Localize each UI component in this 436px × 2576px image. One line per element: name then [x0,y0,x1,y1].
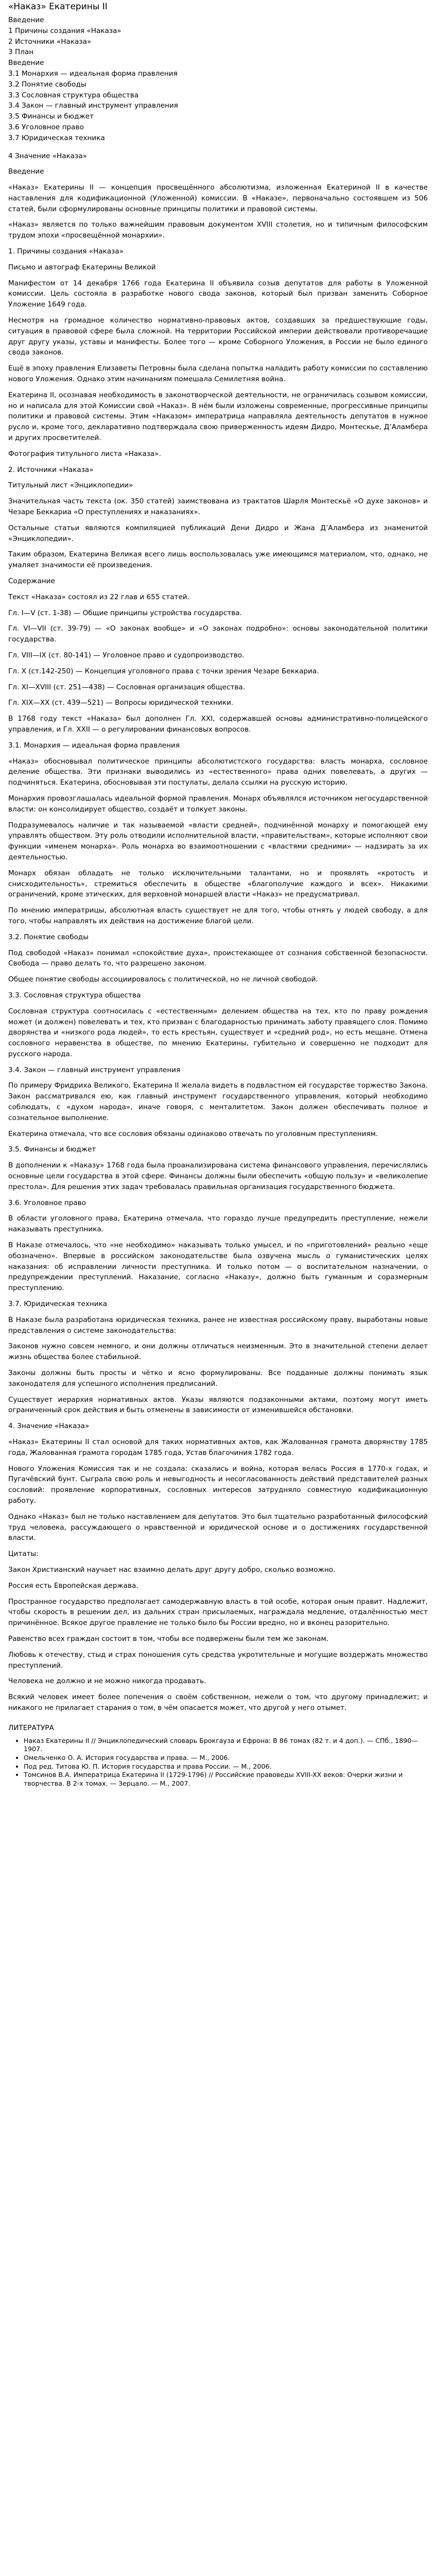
toc-item[interactable]: 3.7 Юридическая техника [8,133,105,142]
section-heading: Россия есть Европейская держава. [8,1581,138,1590]
paragraph: Пространное государство предполагает самодержавную власть в той особе, которая оным правит. Надлежит, чтобы скорость в решении дел, из дальних стран присылаемых, награждала медление, отдалённостью мест причинённое. Всякое другое правление не только было бы России вредно, но и вконец разорительно. [8,1597,428,1628]
paragraph: В Наказе отмечалось, что «не необходимо» наказывать только умысел, и по «приготовлений» реально «еще обозначено». Впервые в российском законодательстве была озвучена мысль о гуманистических целях наказания: об исправлении личности преступника. И только потом — о воспитательном назначении, о предупреждении преступлений. Наказание, согласно «Наказу», должно быть гуманным и соразмерным преступлению. [8,1241,428,1293]
section-heading: 3.4. Закон — главный инструмент управления [8,1065,181,1074]
document-page [8,0,428,1788]
toc-item[interactable]: 3.3 Сословная структура общества [8,91,139,99]
literature-item: • Томсинов В.А. Императрица Екатерина II (1729-1796) // Российские правоведы XVIII-XX веков: Очерки жизни и творчества. В 2-х томах. — Зерцало. — М., 2007. [24,1771,428,1788]
section-heading: 3.1. Монархия — идеальная форма правления [8,741,180,750]
paragraph: Ещё в эпоху правления Елизаветы Петровны была сделана попытка наладить работу комиссии по составлению нового Уложения. Однако этим начинаниям помешала Семилетняя война. [8,364,428,384]
toc-item[interactable]: 3.5 Финансы и бюджет [8,112,94,121]
paragraph: Равенство всех граждан состоит в том, чтобы все подвержены были тем же законам. [8,1634,329,1643]
paragraph: Екатерина II, осознавая необходимость в законотворческой деятельности, не ограничилась созывом комиссии, но и написала для этой Комиссии свой «Наказ». В нём были изложены современные, прогрессивные принципы политики и правовой системы. Этим «Наказом» императрица направляла деятельность депутатов в нужное русло и, кроме того, декларативно подтверждала свою приверженность идеям Дидро, Монтескье, Д’Аламбера и других просветителей. [8,391,428,443]
paragraph: По мнению императрицы, абсолютная власть существует не для того, чтобы отнять у людей свободу, а для того, чтобы направлять их действия на достижение благой цели. [8,906,428,925]
section-heading: Титульный лист «Энциклопедии» [8,481,133,490]
toc-item[interactable]: 3.6 Уголовное право [8,123,84,131]
toc-item[interactable]: 3.2 Понятие свободы [8,80,86,89]
section-heading: Фотография титульного листа «Наказа». [8,449,161,458]
section-heading: Текст «Наказа» состоял из 22 глав и 655 статей. [8,592,189,601]
paragraph: «Наказ» обосновывал политическое принципы абсолютистского государства: власть монарха, сословное деление общества. Эти признаки выводились из «естественного» права одних повелевать, а других — подчиняться. Екатерина, обосновывая эти постулаты, делала ссылки на русскую историю. [8,757,428,787]
paragraph: Существует иерархия нормативных актов. Указы являются подзаконными актами, поэтому могут иметь ограниченный срок действия и быть отменены в зависимости от изменившейся обстановки. [8,1395,428,1415]
toc-item[interactable]: 3 План [8,48,34,57]
toc-item[interactable]: 2 Источники «Наказа» [8,37,92,46]
toc-item[interactable]: Введение [8,59,44,67]
toc-item[interactable]: 3.4 Закон — главный инструмент управления [8,101,178,110]
literature-item: • Наказ Екатерины II // Энциклопедический словарь Брокгауза и Ефрона: В 86 томах (82 т. и 4 доп.). — СПб., 1890—1907. [24,1737,428,1754]
paragraph: Законы должны быть просты и чётко и ясно формулированы. Все подданные должны понимать язык законодателя для успешного исполнения предписаний. [8,1369,428,1388]
section-heading: Гл. VIII—IX (ст. 80-141) — Уголовное право и судопроизводство. [8,651,245,659]
section-heading: 4 Значение «Наказа» [8,151,87,160]
paragraph: Гл. VI—VII (ст. 39-79) — «О законах вообще» и «О законах подробно»: основы законодательной политики государства. [8,624,428,644]
paragraph: В области уголовного права, Екатерина отмечала, что гораздо лучше предупредить преступление, нежели наказывать преступника. [8,1214,428,1234]
section-heading: 3.3. Сословная структура общества [8,991,141,999]
paragraph: Нового Уложения Комиссия так и не создала: сказались и война, которая велась Россия в 1770-х годах, и Пугачёвский бунт. Сыграла свою роль и невыгодность и несогласованность действий представителей разных сословий: проявление корпоративных, сословных интересов затрудняло совместную кодификационную работу. [8,1464,428,1505]
paragraph: Манифестом от 14 декабря 1766 года Екатерина II объявила созыв депутатов для работы в Уложенной комиссии. Цель состояла в разработке нового свода законов, который был призван заменить Соборное Уложение 1649 года. [8,279,428,309]
section-heading: 3.5. Финансы и бюджет [8,1145,96,1154]
paragraph: «Наказ» является по только важнейшим правовым документом XVIII столетия, но и типичным философским трудом эпохи «просвещённой монархии». [8,221,428,240]
paragraph: Всякий человек имеет более попечения о своём собственном, нежели о том, что другому принадлежит; и никакого не прилагает старания о том, в чём опасается может, что другой у него отымет. [8,1693,428,1712]
page-title: «Наказ» Екатерины II [8,2,108,12]
paragraph: Екатерина отмечала, что все сословия обязаны одинаково отвечать по уголовным преступлениям. [8,1129,378,1138]
document-body [8,151,428,1714]
paragraph: В дополнении к «Наказу» 1768 года была проанализирована система финансового управления, перечислялись основные цели государства в этой сфере. Финансы должны были обеспечить «общую пользу» и «великолепие престола». Для решения этих задач требовалась правильная организация государственного бюджета. [8,1161,428,1191]
section-heading: 2. Источники «Наказа» [8,465,94,474]
literature-list [8,1737,428,1788]
section-heading: 1. Причины создания «Наказа» [8,247,124,256]
section-heading: Содержание [8,577,55,585]
paragraph: Под свободой «Наказ» понимал «спокойствие духа», проистекающее от сознания собственной безопасности. Свобода — право делать то, что разрешено законом. [8,948,428,968]
paragraph: Подразумевалось наличие и так называемой «власти средней», подчинённой монарху и помогающей ему управлять обществом. Эту роль отводили исполнительной власти, «правительствам», которые исполняют свои функции «именем монарха». Роль монарха во взаимоотношении с «властями средними» — надзирать за их деятельностью. [8,821,428,861]
paragraph: Закон Христианский научает нас взаимно делать друг другу добро, сколько возможно. [8,1565,336,1574]
paragraph: В Наказе была разработана юридическая техника, ранее не известная российскому праву, выработаны новые представления о системе законодательства: [8,1315,428,1335]
paragraph: По примеру Фридриха Великого, Екатерина II желала видеть в подвластном ей государстве торжество Закона. Закон рассматривался ею, как главный инструмент государственного управления, который необходимо соблюдать, с «духом народа», иначе говоря, с менталитетом. Закон должен обеспечивать полное и сознательное выполнение. [8,1081,428,1122]
paragraph: Остальные статьи являются компиляцией публикаций Дени Дидро и Жана Д’Аламбера из знаменитой «Энциклопедии». [8,523,428,543]
section-heading: Гл. I—V (ст. 1-38) — Общие принципы устройства государства. [8,608,242,617]
section-heading: Введение [8,167,44,176]
paragraph: Монарх обязан обладать не только исключительными талантами, но и проявлять «кротость и снисходительность», стремиться обеспечить в обществе «благополучие каждого и всех». Никакими ограничений, кроме этических, для верховной монаршей власти «Наказ» не предусматривал. [8,869,428,899]
section-heading: 4. Значение «Наказа» [8,1422,90,1431]
paragraph: Несмотря на громадное количество нормативно-правовых актов, создавших за предшествующие годы, ситуация в правовой сфере была сложной. На территории Российской империи действовали противоречащие друг другу указы, уставы и манифесты. Более того — кроме Соборного Уложения, в России не было единого свода законов. [8,316,428,357]
paragraph: Сословная структура соотносилась с «естественным» делением общества на тех, кто по праву рождения может (и должен) повелевать и тех, кто призван с благодарностью принимать заботу правящего слоя. Помимо дворянства и «низкого рода людей», то есть крестьян, существует и «средний род», но есть мещане. Отмена сословного неравенства в обществе, по мнению Екатерины, губительно и совершенно не подходит для русского народа. [8,1007,428,1058]
paragraph: «Наказ» Екатерины II стал основой для таких нормативных актов, как Жалованная грамота дворянству 1785 года, Жалованная грамота городам 1785 года, Устав благочиния 1782 года. [8,1438,428,1457]
section-heading: Гл. XIX—XX (ст. 439—521) — Вопросы юридической техники. [8,699,234,707]
literature-item: • Омельченко О. А. История государства и права. — М., 2006. [24,1754,428,1762]
paragraph: Значительная часть текста (ок. 350 статей) заимствована из трактатов Шарля Монтескьё «О духе законов» и Чезаре Беккариа «О преступлениях и наказаниях». [8,497,428,517]
section-heading: 3.2. Понятие свободы [8,933,89,941]
section-heading: Письмо и автограф Екатерины Великой [8,263,156,272]
paragraph: Общее понятие свободы ассоциировалось с политической, но не личной свободой. [8,975,318,984]
section-heading: 3.7. Юридическая техника [8,1300,108,1309]
paragraph: В 1768 году текст «Наказа» был дополнен Гл. XXI, содержавшей основы административно-полицейского управления, и Гл. XXII — о регулировании финансовых вопросов. [8,715,428,734]
section-heading: Цитаты: [8,1550,39,1558]
paragraph: Таким образом, Екатерина Великая всего лишь воспользовалась уже имеющимся материалом, что, однако, не умаляет значимости её произведения. [8,550,428,570]
paragraph: Однако «Наказ» был не только наставлением для депутатов. Это был тщательно разработанный философский труд человека, рассуждающего о нравственной и юридической основе и о достижениях государственной власти. [8,1512,428,1543]
toc-item[interactable]: Введение [8,15,44,24]
table-of-contents [8,15,428,144]
paragraph: Любовь к отечеству, стыд и страх поношения суть средства укротительные и могущие воздержать множество преступлений. [8,1650,428,1670]
literature-heading: ЛИТЕРАТУРА [8,1723,54,1732]
paragraph: Гл. X (ст.142-250) — Концепция уголовного права с точки зрения Чезаре Беккариа. [8,667,319,675]
section-heading: Гл. XI—XVIII (ст. 251—438) — Сословная организация общества. [8,683,246,691]
paragraph: «Наказ» Екатерины II — концепция просвещённого абсолютизма, изложенная Екатериной II в качестве наставления для кодификационной (Уложенной) комиссии. В «Наказе», первоначально состоявшем из 506 статей, были сформулированы основные принципы политики и правовой системы. [8,183,428,213]
section-heading: 3.6. Уголовное право [8,1198,86,1207]
literature-item: • Под ред. Титова Ю. П. История государства и права России. — М., 2006. [24,1762,428,1771]
toc-item[interactable]: 3.1 Монархия — идеальная форма правления [8,69,178,78]
paragraph: Монархия провозглашалась идеальной формой правления. Монарх объявлялся источником негосударственной власти: он консолидирует общество, создаёт и толкует законы. [8,794,428,814]
toc-item[interactable]: 1 Причины создания «Наказа» [8,26,121,35]
section-heading: Человека не должно и не можно никогда продавать. [8,1677,206,1686]
paragraph: Законов нужно совсем немного, и они должны отличаться неизменным. Это в значительной степени делает жизнь общества более стабильной. [8,1342,428,1362]
